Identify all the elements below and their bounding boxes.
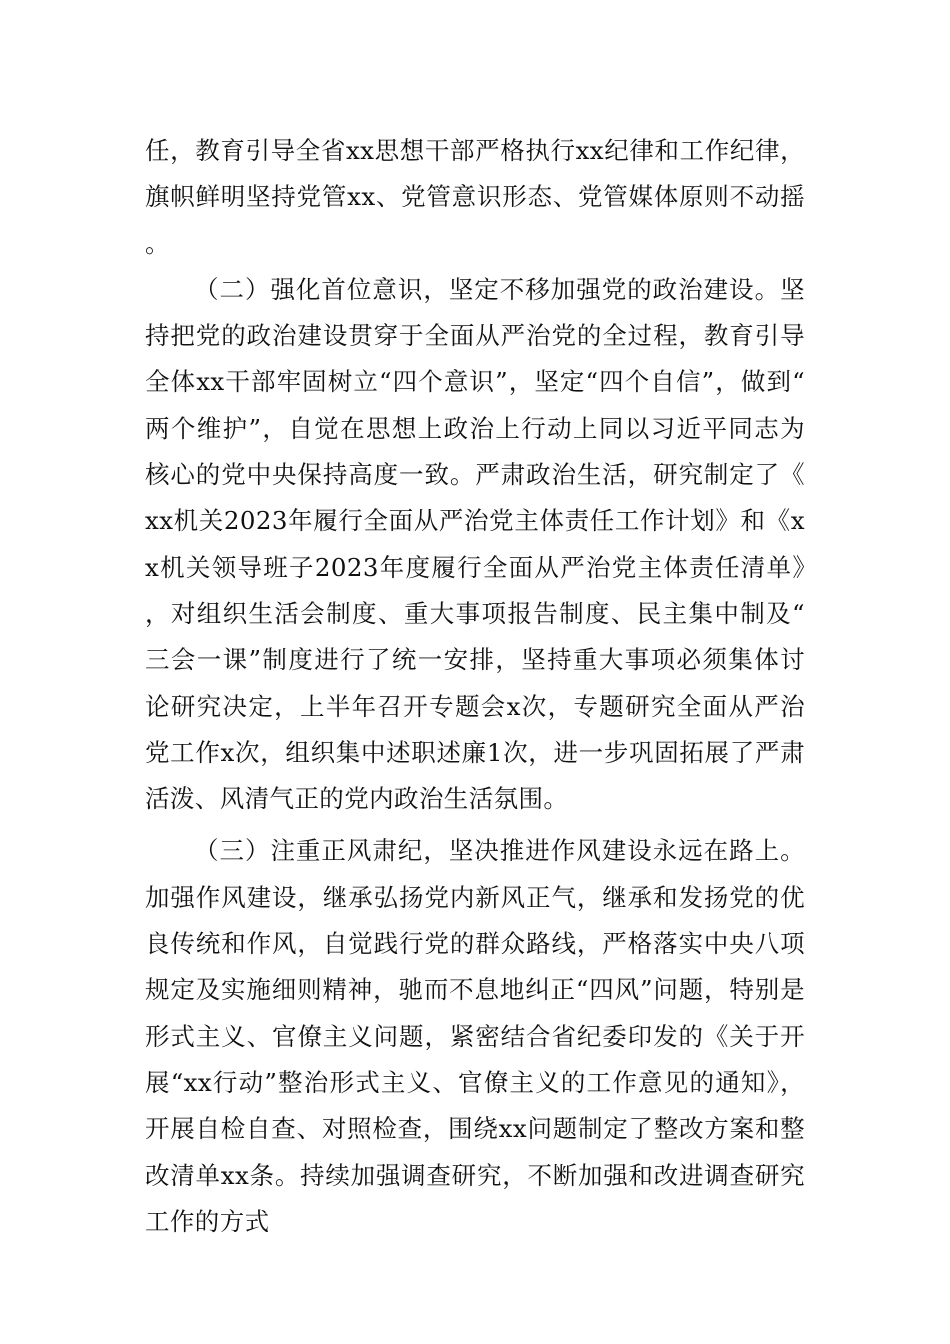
paragraph-style-construction: （三）注重正风肃纪，坚决推进作风建设永远在路上。加强作风建设，继承弘扬党内新风正气，继承和发扬党的优良传统和作风，自觉践行党的群众路线，严格落实中央八项规定及实施细则精神，驰而不息地纠正“四风”问题，特别是形式主义、官僚主义问题，紧密结合省纪委印发的《关于开展“xx行动”整治形式主义、官僚主义的工作意见的通知》，开展自检自查、对照检查，围绕xx问题制定了整改方案和整改清单xx条。持续加强调查研究，不断加强和改进调查研究工作的方式 (145, 836, 805, 1236)
paragraph-continuation: 任，教育引导全省xx思想干部严格执行xx纪律和工作纪律，旗帜鲜明坚持党管xx、党管意识形态、党管媒体原则不动摇。 (145, 136, 805, 258)
paragraph-political-construction: （二）强化首位意识，坚定不移加强党的政治建设。坚持把党的政治建设贯穿于全面从严治党的全过程，教育引导全体xx干部牢固树立“四个意识”，坚定“四个自信”，做到“两个维护”，自觉在思想上政治上行动上同以习近平同志为核心的党中央保持高度一致。严肃政治生活，研究制定了《xx机关2023年履行全面从严治党主体责任工作计划》和《xx机关领导班子2023年度履行全面从严治党主体责任清单》，对组织生活会制度、重大事项报告制度、民主集中制及“三会一课”制度进行了统一安排，坚持重大事项必须集体讨论研究决定，上半年召开专题会x次，专题研究全面从严治党工作x次，组织集中述职述廉1次，进一步巩固拓展了严肃活泼、风清气正的党内政治生活氛围。 (145, 274, 805, 814)
document-body (145, 128, 805, 1245)
